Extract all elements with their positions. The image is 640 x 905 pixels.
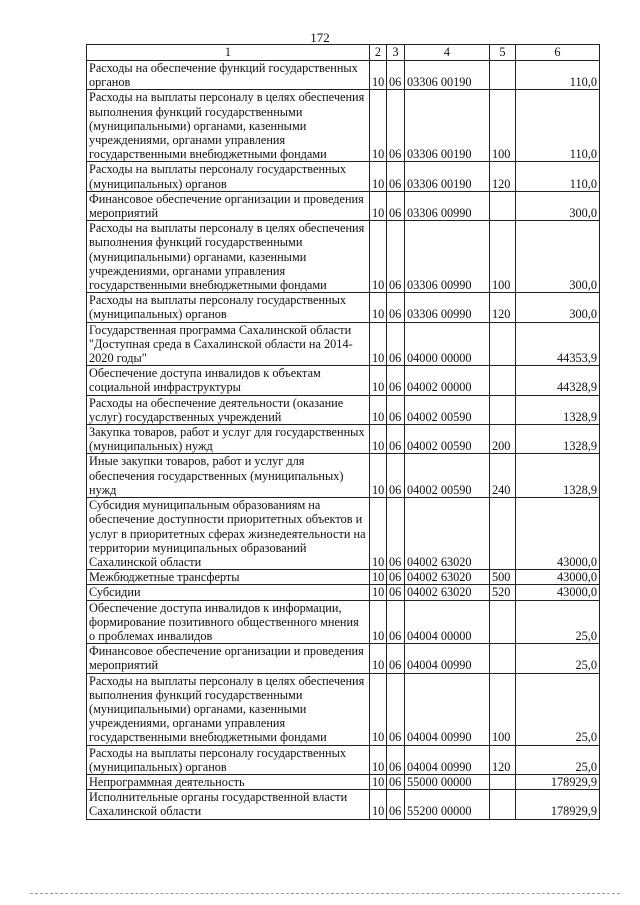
row-name: Иные закупки товаров, работ и услуг для обеспечения государственных (муниципальных) нужд bbox=[87, 454, 370, 498]
table-row bbox=[87, 790, 600, 819]
row-target-code: 03306 00990 bbox=[405, 293, 490, 322]
row-name: Обеспечение доступа инвалидов к объектам социальной инфраструктуры bbox=[87, 366, 370, 395]
row-section: 10 bbox=[370, 221, 387, 293]
row-amount: 178929,9 bbox=[516, 774, 600, 789]
row-name: Расходы на выплаты персоналу государственных (муниципальных) органов bbox=[87, 293, 370, 322]
row-target-code: 04002 00590 bbox=[405, 425, 490, 454]
row-subsection: 06 bbox=[387, 498, 405, 570]
row-section: 10 bbox=[370, 162, 387, 191]
row-target-code: 04004 00000 bbox=[405, 600, 490, 644]
row-expense-type: 120 bbox=[490, 162, 516, 191]
column-header-row bbox=[87, 45, 600, 61]
row-target-code: 04002 00590 bbox=[405, 454, 490, 498]
row-amount: 43000,0 bbox=[516, 570, 600, 585]
table-row bbox=[87, 774, 600, 789]
row-expense-type bbox=[490, 498, 516, 570]
row-subsection: 06 bbox=[387, 90, 405, 162]
row-amount: 25,0 bbox=[516, 644, 600, 673]
column-header: 3 bbox=[387, 45, 405, 61]
row-amount: 300,0 bbox=[516, 221, 600, 293]
table-row bbox=[87, 162, 600, 191]
row-amount: 300,0 bbox=[516, 191, 600, 220]
table-row bbox=[87, 61, 600, 90]
table-row bbox=[87, 425, 600, 454]
row-section: 10 bbox=[370, 322, 387, 366]
table-row bbox=[87, 221, 600, 293]
row-subsection: 06 bbox=[387, 790, 405, 819]
row-section: 10 bbox=[370, 498, 387, 570]
table-row bbox=[87, 600, 600, 644]
row-section: 10 bbox=[370, 600, 387, 644]
row-subsection: 06 bbox=[387, 395, 405, 424]
row-amount: 25,0 bbox=[516, 600, 600, 644]
row-name: Исполнительные органы государственной власти Сахалинской области bbox=[87, 790, 370, 819]
row-target-code: 55000 00000 bbox=[405, 774, 490, 789]
row-section: 10 bbox=[370, 585, 387, 600]
row-name: Непрограммная деятельность bbox=[87, 774, 370, 789]
row-target-code: 04002 63020 bbox=[405, 585, 490, 600]
row-name: Расходы на выплаты персоналу в целях обеспечения выполнения функций государственными (муниципальными) органами, казенными учреждениями, органами управления государственными внебюджетными фондами bbox=[87, 221, 370, 293]
row-target-code: 04004 00990 bbox=[405, 673, 490, 745]
row-amount: 1328,9 bbox=[516, 395, 600, 424]
row-name: Закупка товаров, работ и услуг для государственных (муниципальных) нужд bbox=[87, 425, 370, 454]
row-subsection: 06 bbox=[387, 644, 405, 673]
row-name: Расходы на обеспечение функций государственных органов bbox=[87, 61, 370, 90]
row-target-code: 03306 00190 bbox=[405, 162, 490, 191]
row-expense-type bbox=[490, 600, 516, 644]
row-section: 10 bbox=[370, 790, 387, 819]
row-target-code: 03306 00990 bbox=[405, 221, 490, 293]
row-target-code: 04002 00590 bbox=[405, 395, 490, 424]
row-amount: 110,0 bbox=[516, 162, 600, 191]
column-header: 6 bbox=[516, 45, 600, 61]
row-amount: 44353,9 bbox=[516, 322, 600, 366]
column-header: 2 bbox=[370, 45, 387, 61]
row-expense-type: 100 bbox=[490, 221, 516, 293]
row-subsection: 06 bbox=[387, 774, 405, 789]
table-row bbox=[87, 745, 600, 774]
table-row bbox=[87, 191, 600, 220]
row-name: Расходы на выплаты персоналу в целях обеспечения выполнения функций государственными (муниципальными) органами, казенными учреждениями, органами управления государственными внебюджетными фондами bbox=[87, 673, 370, 745]
row-expense-type bbox=[490, 790, 516, 819]
row-target-code: 03306 00190 bbox=[405, 61, 490, 90]
row-section: 10 bbox=[370, 644, 387, 673]
row-name: Расходы на выплаты персоналу в целях обеспечения выполнения функций государственными (муниципальными) органами, казенными учреждениями, органами управления государственными внебюджетными фондами bbox=[87, 90, 370, 162]
row-amount: 300,0 bbox=[516, 293, 600, 322]
row-name: Расходы на выплаты персоналу государственных (муниципальных) органов bbox=[87, 162, 370, 191]
row-section: 10 bbox=[370, 425, 387, 454]
row-target-code: 04002 00000 bbox=[405, 366, 490, 395]
row-subsection: 06 bbox=[387, 61, 405, 90]
row-expense-type bbox=[490, 774, 516, 789]
row-expense-type bbox=[490, 395, 516, 424]
column-header: 4 bbox=[405, 45, 490, 61]
row-expense-type: 120 bbox=[490, 293, 516, 322]
row-expense-type bbox=[490, 191, 516, 220]
row-target-code: 03306 00990 bbox=[405, 191, 490, 220]
table-row bbox=[87, 90, 600, 162]
row-subsection: 06 bbox=[387, 673, 405, 745]
row-expense-type: 200 bbox=[490, 425, 516, 454]
row-amount: 178929,9 bbox=[516, 790, 600, 819]
row-subsection: 06 bbox=[387, 585, 405, 600]
row-subsection: 06 bbox=[387, 293, 405, 322]
row-name: Расходы на обеспечение деятельности (оказание услуг) государственных учреждений bbox=[87, 395, 370, 424]
row-name: Финансовое обеспечение организации и проведения мероприятий bbox=[87, 644, 370, 673]
row-section: 10 bbox=[370, 774, 387, 789]
row-expense-type: 520 bbox=[490, 585, 516, 600]
row-subsection: 06 bbox=[387, 745, 405, 774]
row-amount: 1328,9 bbox=[516, 425, 600, 454]
row-section: 10 bbox=[370, 745, 387, 774]
row-subsection: 06 bbox=[387, 366, 405, 395]
row-target-code: 04004 00990 bbox=[405, 745, 490, 774]
row-target-code: 04000 00000 bbox=[405, 322, 490, 366]
table-row bbox=[87, 322, 600, 366]
table-row bbox=[87, 570, 600, 585]
table-row bbox=[87, 454, 600, 498]
row-section: 10 bbox=[370, 570, 387, 585]
row-amount: 110,0 bbox=[516, 61, 600, 90]
row-name: Субсидия муниципальным образованиям на обеспечение доступности приоритетных объектов и услуг в приоритетных сферах жизнедеятельности на территории муниципальных образований Сахалинской области bbox=[87, 498, 370, 570]
row-section: 10 bbox=[370, 673, 387, 745]
row-amount: 25,0 bbox=[516, 745, 600, 774]
table-row bbox=[87, 498, 600, 570]
row-subsection: 06 bbox=[387, 454, 405, 498]
row-section: 10 bbox=[370, 366, 387, 395]
row-subsection: 06 bbox=[387, 322, 405, 366]
table-body bbox=[87, 61, 600, 820]
page-number: 172 bbox=[310, 30, 330, 45]
row-section: 10 bbox=[370, 293, 387, 322]
page-bottom-rule bbox=[30, 893, 620, 894]
budget-table bbox=[86, 44, 600, 820]
row-section: 10 bbox=[370, 61, 387, 90]
row-name: Обеспечение доступа инвалидов к информации, формирование позитивного общественного мнения о проблемах инвалидов bbox=[87, 600, 370, 644]
row-subsection: 06 bbox=[387, 221, 405, 293]
row-section: 10 bbox=[370, 454, 387, 498]
row-name: Межбюджетные трансферты bbox=[87, 570, 370, 585]
row-section: 10 bbox=[370, 395, 387, 424]
row-amount: 43000,0 bbox=[516, 498, 600, 570]
row-expense-type: 100 bbox=[490, 673, 516, 745]
row-expense-type: 120 bbox=[490, 745, 516, 774]
row-target-code: 03306 00190 bbox=[405, 90, 490, 162]
column-header: 1 bbox=[87, 45, 370, 61]
row-expense-type bbox=[490, 61, 516, 90]
row-target-code: 55200 00000 bbox=[405, 790, 490, 819]
row-amount: 1328,9 bbox=[516, 454, 600, 498]
table-row bbox=[87, 673, 600, 745]
row-name: Государственная программа Сахалинской области "Доступная среда в Сахалинской области на 2014-2020 годы" bbox=[87, 322, 370, 366]
row-name: Субсидии bbox=[87, 585, 370, 600]
row-expense-type: 240 bbox=[490, 454, 516, 498]
row-target-code: 04002 63020 bbox=[405, 498, 490, 570]
table-row bbox=[87, 366, 600, 395]
row-expense-type bbox=[490, 644, 516, 673]
row-amount: 110,0 bbox=[516, 90, 600, 162]
row-amount: 43000,0 bbox=[516, 585, 600, 600]
column-header: 5 bbox=[490, 45, 516, 61]
row-target-code: 04002 63020 bbox=[405, 570, 490, 585]
row-subsection: 06 bbox=[387, 570, 405, 585]
row-subsection: 06 bbox=[387, 600, 405, 644]
row-name: Финансовое обеспечение организации и проведения мероприятий bbox=[87, 191, 370, 220]
row-subsection: 06 bbox=[387, 162, 405, 191]
table-row bbox=[87, 395, 600, 424]
row-section: 10 bbox=[370, 90, 387, 162]
row-expense-type: 100 bbox=[490, 90, 516, 162]
row-expense-type: 500 bbox=[490, 570, 516, 585]
row-name: Расходы на выплаты персоналу государственных (муниципальных) органов bbox=[87, 745, 370, 774]
row-expense-type bbox=[490, 366, 516, 395]
row-amount: 25,0 bbox=[516, 673, 600, 745]
row-target-code: 04004 00990 bbox=[405, 644, 490, 673]
row-amount: 44328,9 bbox=[516, 366, 600, 395]
row-expense-type bbox=[490, 322, 516, 366]
row-subsection: 06 bbox=[387, 425, 405, 454]
table-row bbox=[87, 585, 600, 600]
row-section: 10 bbox=[370, 191, 387, 220]
table-row bbox=[87, 644, 600, 673]
table-row bbox=[87, 293, 600, 322]
row-subsection: 06 bbox=[387, 191, 405, 220]
